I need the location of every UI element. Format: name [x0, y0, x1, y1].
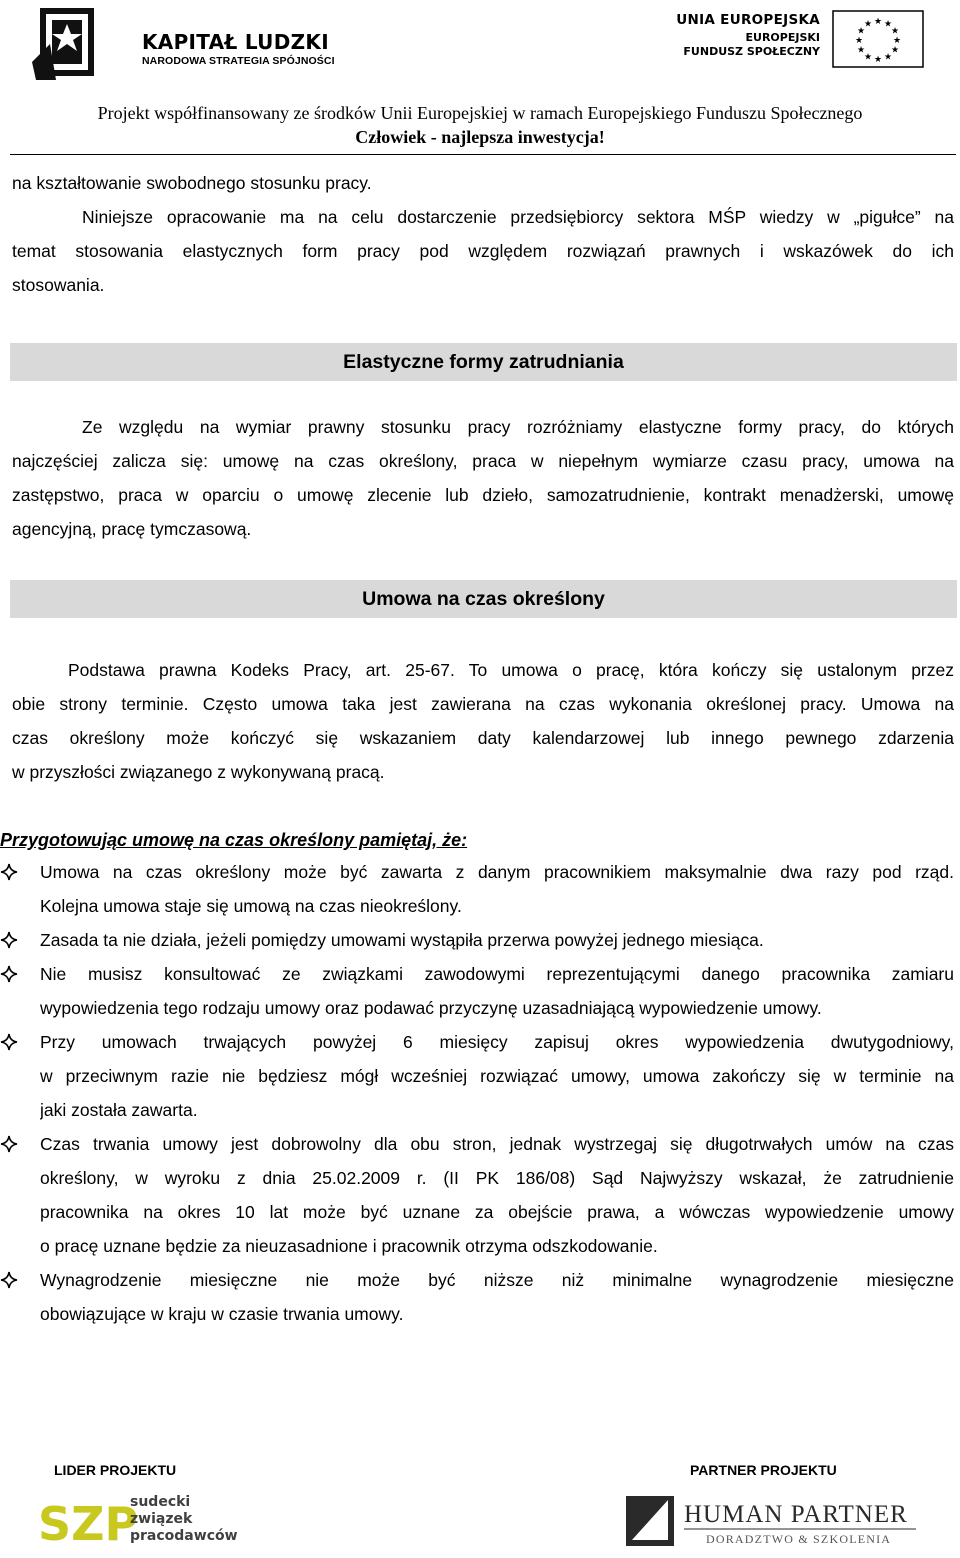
section2-line: obie strony terminie. Często umowa taka jest zawierana na czas wykonania określonej pracy. Umowa na [12, 694, 954, 714]
svg-text:★: ★ [856, 45, 866, 56]
list-item-line: pracownika na okres 10 lat może być uznane za obejście prawa, a wówczas wypowiedzenie umowy [40, 1202, 954, 1222]
section-heading-elastic-forms: Elastyczne formy zatrudniania [10, 343, 957, 381]
intro-line: Niniejsze opracowanie ma na celu dostarczenie przedsiębiorcy sektora MŚP wiedzy w „pigułce” na [82, 207, 954, 227]
list-item-line: Umowa na czas określony może być zawarta z danym pracownikiem maksymalnie dwa razy pod rząd. [40, 862, 954, 882]
section-heading-fixed-term: Umowa na czas określony [10, 580, 957, 618]
human-partner-logo [626, 1490, 926, 1552]
list-item-line: określony, w wyroku z dnia 25.02.2009 r. (II PK 186/08) Sąd Najwyższy wskazał, że zatrudnienie [40, 1168, 954, 1188]
svg-text:★: ★ [883, 52, 893, 63]
partner-logo-subtitle: DORADZTWO & SZKOLENIA [706, 1532, 892, 1546]
list-item [0, 1127, 954, 1263]
svg-text:★: ★ [892, 36, 902, 46]
szp-logo-line2: związek [130, 1511, 193, 1527]
kapital-ludzki-emblem-icon [32, 4, 122, 80]
list-item-line: wypowiedzenia tego rodzaju umowy oraz podawać przyczynę uzasadniającą wypowiedzenie umowy. [40, 998, 822, 1018]
diamond-bullet-icon [0, 931, 18, 949]
eu-logo-line1: UNIA EUROPEJSKA [676, 12, 820, 28]
kapital-ludzki-logo [32, 4, 335, 80]
diamond-bullet-icon [0, 1271, 18, 1289]
list-item-line: Kolejna umowa staje się umową na czas nieokreślony. [40, 896, 462, 916]
section2-paragraph [12, 653, 954, 789]
partner-label: PARTNER PROJEKTU [690, 1462, 837, 1478]
svg-text:★: ★ [883, 19, 893, 30]
svg-text:★: ★ [873, 55, 883, 65]
eu-logo-line2: EUROPEJSKI [745, 31, 820, 44]
intro-line: stosowania. [12, 275, 105, 295]
szp-logo-line3: pracodawców [130, 1528, 238, 1544]
section2-line: w przyszłości związanego z wykonywaną pracą. [12, 762, 385, 782]
svg-text:★: ★ [856, 26, 866, 37]
intro-line: na kształtowanie swobodnego stosunku pracy. [12, 173, 372, 193]
project-cofinancing-line: Projekt współfinansowany ze środków Unii Europejskiej w ramach Europejskiego Funduszu Społecznego [97, 103, 863, 123]
logo-left-title: KAPITAŁ LUDZKI [142, 30, 329, 54]
svg-text:★: ★ [854, 36, 864, 46]
list-item-line: w przeciwnym razie nie będziesz mógł wcześniej rozwiązać umowy, umowa zakończy się w terminie na [40, 1066, 954, 1086]
svg-text:★: ★ [863, 19, 873, 30]
diamond-bullet-icon [0, 1135, 18, 1153]
list-item-line: obowiązujące w kraju w czasie trwania umowy. [40, 1304, 404, 1324]
checklist [0, 855, 954, 1331]
list-item [0, 1263, 954, 1331]
list-item [0, 855, 954, 923]
svg-text:★: ★ [863, 52, 873, 63]
list-item-line: Nie musisz konsultować ze związkami zawodowymi reprezentującymi danego pracownika zamiaru [40, 964, 954, 984]
logo-left-subtitle: NARODOWA STRATEGIA SPÓJNOŚCI [142, 55, 335, 67]
list-item-line: Czas trwania umowy jest dobrowolny dla obu stron, jednak wystrzegaj się długotrwałych umów na czas [40, 1134, 954, 1154]
list-item-line: Przy umowach trwających powyżej 6 miesięcy zapisuj okres wypowiedzenia dwutygodniowy, [40, 1032, 954, 1052]
eu-logo-text [676, 12, 820, 58]
eu-flag-icon [832, 10, 924, 68]
leader-label: LIDER PROJEKTU [54, 1462, 177, 1478]
list-item [0, 923, 954, 957]
eu-logo-line3: FUNDUSZ SPOŁECZNY [683, 45, 820, 58]
list-item-line: Zasada ta nie działa, jeżeli pomiędzy umowami wystąpiła przerwa powyżej jednego miesiąca. [40, 930, 764, 950]
intro-line: temat stosowania elastycznych form pracy pod względem rozwiązań prawnych i wskazówek do ich [12, 241, 954, 261]
intro-paragraph [12, 166, 954, 302]
szp-logo-initials: SZP [38, 1497, 139, 1551]
diamond-bullet-icon [0, 1033, 18, 1051]
section2-line: Podstawa prawna Kodeks Pracy, art. 25-67. To umowa o pracę, która kończy się ustalonym przez [68, 660, 954, 680]
diamond-bullet-icon [0, 863, 18, 881]
project-slogan: Człowiek - najlepsza inwestycja! [355, 127, 605, 147]
svg-text:★: ★ [890, 45, 900, 56]
section1-line: Ze względu na wymiar prawny stosunku pracy rozróżniamy elastyczne formy pracy, do których [82, 417, 954, 437]
section2-line: czas określony może kończyć się wskazaniem daty kalendarzowej lub innego pewnego zdarzenia [12, 728, 954, 748]
checklist-heading: Przygotowując umowę na czas określony pamiętaj, że: [0, 830, 468, 850]
partner-logo-title: HUMAN PARTNER [684, 1501, 908, 1528]
list-item [0, 957, 954, 1025]
list-item-line: jaki została zawarta. [40, 1100, 198, 1120]
header-divider [10, 154, 956, 155]
svg-text:★: ★ [873, 17, 883, 27]
section1-line: agencyjną, pracę tymczasową. [12, 519, 252, 539]
diamond-bullet-icon [0, 965, 18, 983]
section1-line: zastępstwo, praca w oparciu o umowę zlecenie lub dzieło, samozatrudnienie, kontrakt menadżerski, umowę [12, 485, 954, 505]
szp-logo [36, 1490, 276, 1552]
section1-paragraph [12, 410, 954, 546]
svg-text:★: ★ [890, 26, 900, 37]
section1-line: najczęściej zalicza się: umowę na czas określony, praca w niepełnym wymiarze czasu pracy, umowa na [12, 451, 954, 471]
list-item [0, 1025, 954, 1127]
list-item-line: Wynagrodzenie miesięczne nie może być niższe niż minimalne wynagrodzenie miesięczne [40, 1270, 954, 1290]
szp-logo-line1: sudecki [130, 1494, 191, 1510]
list-item-line: o pracę uznane będzie za nieuzasadnione i pracownik otrzyma odszkodowanie. [40, 1236, 658, 1256]
